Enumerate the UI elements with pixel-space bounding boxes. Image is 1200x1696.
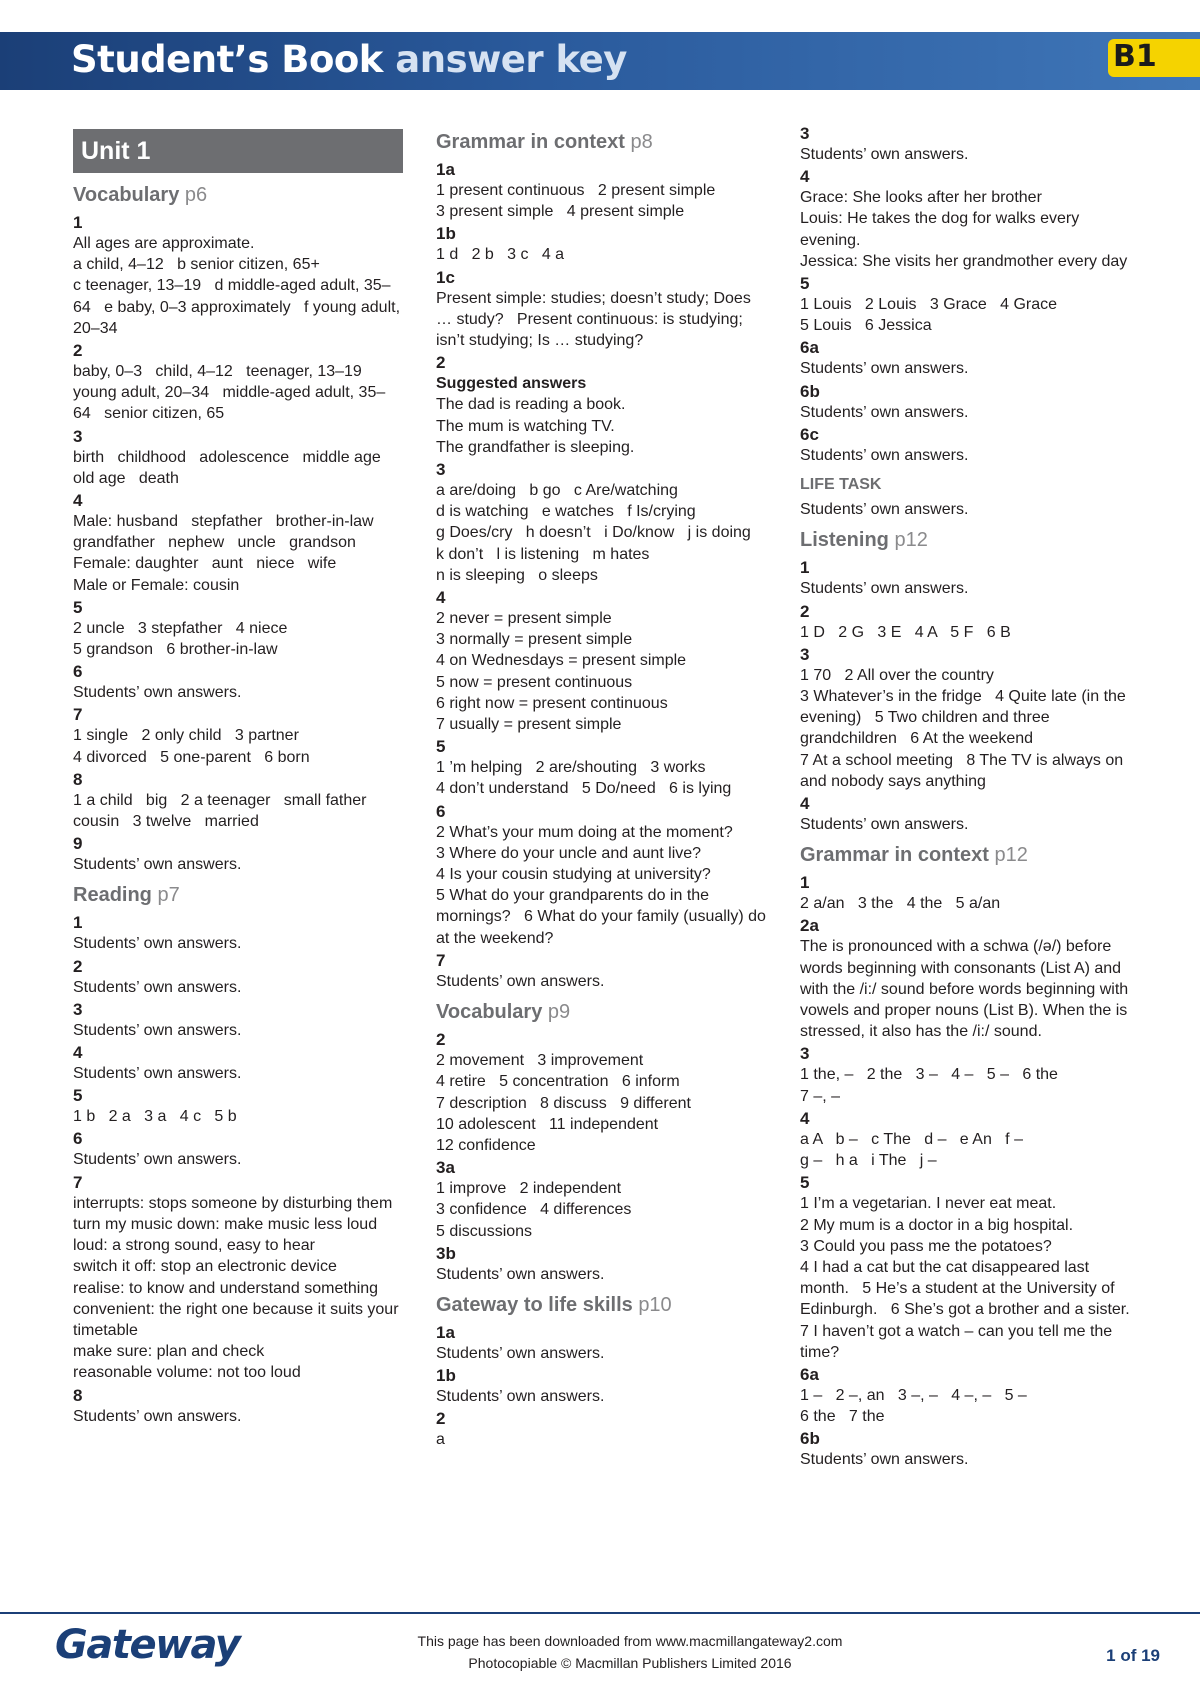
question-number: 7 <box>73 705 83 725</box>
answer-line: baby, 0–3 child, 4–12 teenager, 13–19 young adult, 20–34 middle-aged adult, 35– 64 senior citizen, 65 <box>73 363 390 423</box>
answer-line: Students’ own answers. <box>436 1344 605 1362</box>
title-main: Student’s Book <box>71 38 396 81</box>
subsection-title: LIFE TASK <box>800 476 882 494</box>
answer-line: 3 present simple 4 present simple <box>436 203 685 221</box>
answer-line: 5 discussions <box>436 1222 533 1240</box>
answer-line: 1 70 2 All over the country <box>800 666 994 684</box>
answer-line: Louis: He takes the dog for walks every evening. <box>800 210 1084 249</box>
answer-line: 3 confidence 4 differences <box>436 1201 632 1219</box>
answer-line: Students’ own answers. <box>800 360 969 378</box>
answer-line: 2 uncle 3 stepfather 4 niece <box>73 619 288 637</box>
question-number: 8 <box>73 1385 83 1405</box>
title-light: answer key <box>395 38 627 81</box>
question-number: 1b <box>436 1366 456 1386</box>
question-number: 3 <box>436 460 446 480</box>
answer-line: 3 Whatever’s in the fridge 4 Quite late (in the evening) 5 Two children and three grandchildren 6 At the weekend <box>800 688 1131 748</box>
column-3 <box>800 122 1144 1471</box>
question-number: 1c <box>436 267 455 287</box>
question-number: 1 <box>73 913 83 933</box>
question-number: 2 <box>436 1409 446 1429</box>
section-page: p8 <box>630 131 653 153</box>
unit-heading: Unit 1 <box>73 129 403 173</box>
question-number: 2a <box>800 916 819 936</box>
answer-line: 7 At a school meeting 8 The TV is always on and nobody says anything <box>800 751 1128 790</box>
question-number: 6b <box>800 1429 820 1449</box>
question-number: 6b <box>800 381 820 401</box>
answer-line: 10 adolescent 11 independent <box>436 1115 659 1133</box>
answer-line: 1 improve 2 independent <box>436 1180 622 1198</box>
answer-line: 2 What’s your mum doing at the moment? <box>436 823 733 841</box>
column-2 <box>436 122 771 1451</box>
answer-line: 6 right now = present continuous <box>436 694 668 712</box>
answer-line: 4 divorced 5 one-parent 6 born <box>73 748 310 766</box>
copyright-note: Photocopiable © Macmillan Publishers Limited 2016 <box>468 1655 792 1671</box>
answer-line: 2 a/an 3 the 4 the 5 a/an <box>800 895 1001 913</box>
answer-line: 1 b 2 a 3 a 4 c 5 b <box>73 1108 237 1126</box>
answer-line: Students’ own answers. <box>73 935 242 953</box>
section-title: Vocabulary <box>73 184 180 206</box>
answer-line: Students’ own answers. <box>436 1265 605 1283</box>
answer-line: Students’ own answers. <box>73 1407 242 1425</box>
footer-divider <box>0 1612 1200 1614</box>
question-number: 2 <box>436 353 446 373</box>
question-number: 5 <box>800 1173 810 1193</box>
answer-line: Students’ own answers. <box>436 1388 605 1406</box>
question-number: 5 <box>800 274 810 294</box>
answer-line: n is sleeping o sleeps <box>436 566 598 584</box>
answer-line: The mum is watching TV. <box>436 417 615 435</box>
question-number: 2 <box>436 1030 446 1050</box>
section-heading <box>73 181 403 209</box>
section-page: p6 <box>184 184 208 206</box>
answer-line: 5 now = present continuous <box>436 673 633 691</box>
answer-line: 1 ’m helping 2 are/shouting 3 works <box>436 759 706 777</box>
question-number: 1 <box>800 873 810 893</box>
question-number: 3 <box>800 644 810 664</box>
question-number: 3 <box>73 999 83 1019</box>
download-note: This page has been downloaded from www.macmillangateway2.com <box>417 1633 843 1649</box>
question-number: 6a <box>800 1364 819 1384</box>
answer-line: 1 a child big 2 a teenager small father cousin 3 twelve married <box>73 791 380 831</box>
answer-line: 4 Is your cousin studying at university? <box>436 866 711 884</box>
answer-line: interrupts: stops someone by disturbing them <box>73 1194 393 1212</box>
answer-line: Students’ own answers. <box>800 816 969 834</box>
question-number: 1 <box>800 558 810 578</box>
level-badge <box>1108 39 1200 77</box>
section-title: Reading <box>73 884 152 907</box>
answer-line: realise: to know and understand something <box>73 1279 379 1297</box>
answer-line: make sure: plan and check <box>73 1343 265 1361</box>
answer-line: Male: husband stepfather brother-in-law grandfather nephew uncle grandson <box>73 513 379 552</box>
question-number: 3a <box>436 1158 455 1178</box>
question-number: 8 <box>73 769 83 789</box>
answer-line: 1 single 2 only child 3 partner <box>73 727 299 745</box>
question-number: 6c <box>800 424 819 444</box>
answer-line: Students’ own answers. <box>800 446 969 464</box>
answer-line: a <box>436 1431 445 1449</box>
answer-line: a are/doing b go c Are/watching <box>436 482 678 500</box>
answer-line: g Does/cry h doesn’t i Do/know j is doing k don’t l is listening m hates <box>436 524 765 563</box>
answer-line: 3 Where do your uncle and aunt live? <box>436 844 702 862</box>
section-heading <box>800 526 1136 554</box>
answer-line: Male or Female: cousin <box>73 576 240 594</box>
answer-line: a A b – c The d – e An f – <box>800 1130 1023 1148</box>
answer-line: 5 What do your grandparents do in the mornings? 6 What do your family (usually) do at the weekend? <box>436 887 771 947</box>
section-heading <box>436 1291 768 1319</box>
answer-line: 3 normally = present simple <box>436 631 633 649</box>
answer-line: 6 the 7 the <box>800 1408 885 1426</box>
section-title: Grammar in context <box>436 131 625 153</box>
answer-line: 7 description 8 discuss 9 different <box>436 1094 691 1112</box>
question-number: 5 <box>436 737 446 757</box>
answer-line: The is pronounced with a schwa (/ə/) before words beginning with consonants (List A) and with the /i:/ sound before words beginning with vowels and proper nouns (List B). When the is stressed, it also has the /i:/ sound. <box>800 938 1133 1041</box>
answer-line: turn my music down: make music less loud <box>73 1215 378 1233</box>
question-number: 2 <box>73 341 83 361</box>
answer-line: Female: daughter aunt niece wife <box>73 555 337 573</box>
answer-line: 1 D 2 G 3 E 4 A 5 F 6 B <box>800 623 1011 641</box>
question-number: 7 <box>73 1172 83 1192</box>
answer-line: 1 present continuous 2 present simple <box>436 182 716 199</box>
page-number: 1 of 19 <box>1106 1646 1160 1665</box>
level-badge-text: B1 <box>1113 39 1157 74</box>
question-number: 1a <box>436 160 455 179</box>
section-page: p10 <box>638 1293 672 1316</box>
section-page: p7 <box>157 884 180 907</box>
answer-line: 1 I’m a vegetarian. I never eat meat. <box>800 1195 1057 1213</box>
question-number: 3 <box>800 124 810 143</box>
answer-line: 1 the, – 2 the 3 – 4 – 5 – 6 the <box>800 1066 1058 1084</box>
answer-line: switch it off: stop an electronic device <box>73 1258 337 1276</box>
section-page: p12 <box>994 844 1028 867</box>
section-heading <box>73 881 403 909</box>
section-page: p9 <box>547 1001 571 1024</box>
question-number: 4 <box>800 1108 810 1128</box>
answer-line: Students’ own answers. <box>800 146 969 163</box>
answer-line: 5 grandson 6 brother-in-law <box>73 641 278 659</box>
answer-line: Students’ own answers. <box>73 856 242 874</box>
column-1 <box>73 122 403 1427</box>
section-heading <box>800 841 1136 869</box>
answer-line: d is watching e watches f Is/crying <box>436 503 696 521</box>
answer-line: Students’ own answers. <box>73 978 242 996</box>
page-title <box>71 38 627 81</box>
question-number: 2 <box>800 601 810 621</box>
answer-line: Students’ own answers. <box>800 403 969 421</box>
question-number: 4 <box>800 167 810 187</box>
answer-line: 4 I had a cat but the cat disappeared last month. 5 He’s a student at the University of Edinburgh. 6 She’s got a brother and a sister. 7 I haven’t got a watch – can you tell me the time? <box>800 1258 1144 1361</box>
answer-label: Suggested answers <box>436 375 587 393</box>
answer-line: Students’ own answers. <box>73 1151 242 1169</box>
question-number: 3 <box>800 1044 810 1064</box>
section-title: Gateway to life skills <box>436 1293 633 1316</box>
answer-line: convenient: the right one because it suits your timetable <box>73 1300 403 1339</box>
question-number: 4 <box>800 794 810 814</box>
section-page: p12 <box>894 529 928 552</box>
question-number: 7 <box>436 950 446 970</box>
answer-line: Students’ own answers. <box>73 1065 242 1083</box>
section-heading <box>436 998 768 1026</box>
answer-line: 2 never = present simple <box>436 610 612 628</box>
question-number: 5 <box>73 597 83 617</box>
answer-line: birth childhood adolescence middle age old age death <box>73 448 395 487</box>
page-header <box>0 32 1200 90</box>
answer-line: 3 Could you pass me the potatoes? <box>800 1237 1052 1255</box>
section-heading <box>436 128 768 156</box>
question-number: 1b <box>436 224 456 244</box>
question-number: 4 <box>73 491 83 511</box>
answer-line: Students’ own answers. <box>800 1451 969 1469</box>
question-number: 1a <box>436 1322 455 1342</box>
answer-line: Students’ own answers. <box>436 972 605 990</box>
answer-line: The grandfather is sleeping. <box>436 438 635 456</box>
answer-line: loud: a strong sound, easy to hear <box>73 1237 315 1255</box>
answer-line: 12 confidence <box>436 1136 536 1154</box>
answer-line: 7 –, – <box>800 1087 841 1105</box>
question-number: 2 <box>73 956 83 976</box>
answer-line: 7 usually = present simple <box>436 716 622 734</box>
question-number: 6 <box>436 801 446 821</box>
section-title: Grammar in context <box>800 844 989 867</box>
answer-line: g – h a i The j – <box>800 1152 937 1170</box>
answer-line: 4 on Wednesdays = present simple <box>436 652 687 670</box>
answer-line: 4 don’t understand 5 Do/need 6 is lying <box>436 780 732 798</box>
answer-line: 1 d 2 b 3 c 4 a <box>436 246 565 264</box>
question-number: 6 <box>73 1129 83 1149</box>
answer-line: Grace: She looks after her brother <box>800 189 1042 207</box>
answer-line: The dad is reading a book. <box>436 396 626 414</box>
answer-line: 1 – 2 –, an 3 –, – 4 –, – 5 – <box>800 1386 1027 1404</box>
answer-line: Students’ own answers. <box>800 501 969 519</box>
answer-line: c teenager, 13–19 d middle-aged adult, 35–64 e baby, 0–3 approximately f young adult, 20–34 <box>73 277 405 337</box>
section-title: Vocabulary <box>436 1001 543 1024</box>
answer-line: Jessica: She visits her grandmother every day <box>800 252 1128 270</box>
question-number: 4 <box>436 588 446 608</box>
question-number: 3 <box>73 426 83 446</box>
answer-line: 5 Louis 6 Jessica <box>800 317 932 335</box>
question-number: 6a <box>800 338 819 358</box>
answer-line: a child, 4–12 b senior citizen, 65+ <box>73 256 320 274</box>
question-number: 3b <box>436 1243 456 1263</box>
answer-line: 4 retire 5 concentration 6 inform <box>436 1073 680 1091</box>
answer-line: 1 Louis 2 Louis 3 Grace 4 Grace <box>800 296 1058 314</box>
question-number: 6 <box>73 662 83 682</box>
question-number: 1 <box>73 213 83 232</box>
answer-line: Students’ own answers. <box>73 684 242 702</box>
answer-line: Students’ own answers. <box>800 580 969 598</box>
answer-line: Students’ own answers. <box>73 1021 242 1039</box>
answer-line: Present simple: studies; doesn’t study; Does … study? Present continuous: is studying; isn’t studying; Is … studying? <box>436 289 756 350</box>
gateway-logo: Gateway <box>55 1622 240 1668</box>
section-title: Listening <box>800 529 889 552</box>
answer-line: 2 movement 3 improvement <box>436 1052 644 1070</box>
answer-line: 2 My mum is a doctor in a big hospital. <box>800 1216 1074 1234</box>
question-number: 4 <box>73 1043 83 1063</box>
question-number: 5 <box>73 1086 83 1106</box>
question-number: 9 <box>73 834 83 854</box>
answer-line: reasonable volume: not too loud <box>73 1364 301 1382</box>
answer-line: All ages are approximate. <box>73 235 255 252</box>
footer-text <box>380 1630 880 1674</box>
